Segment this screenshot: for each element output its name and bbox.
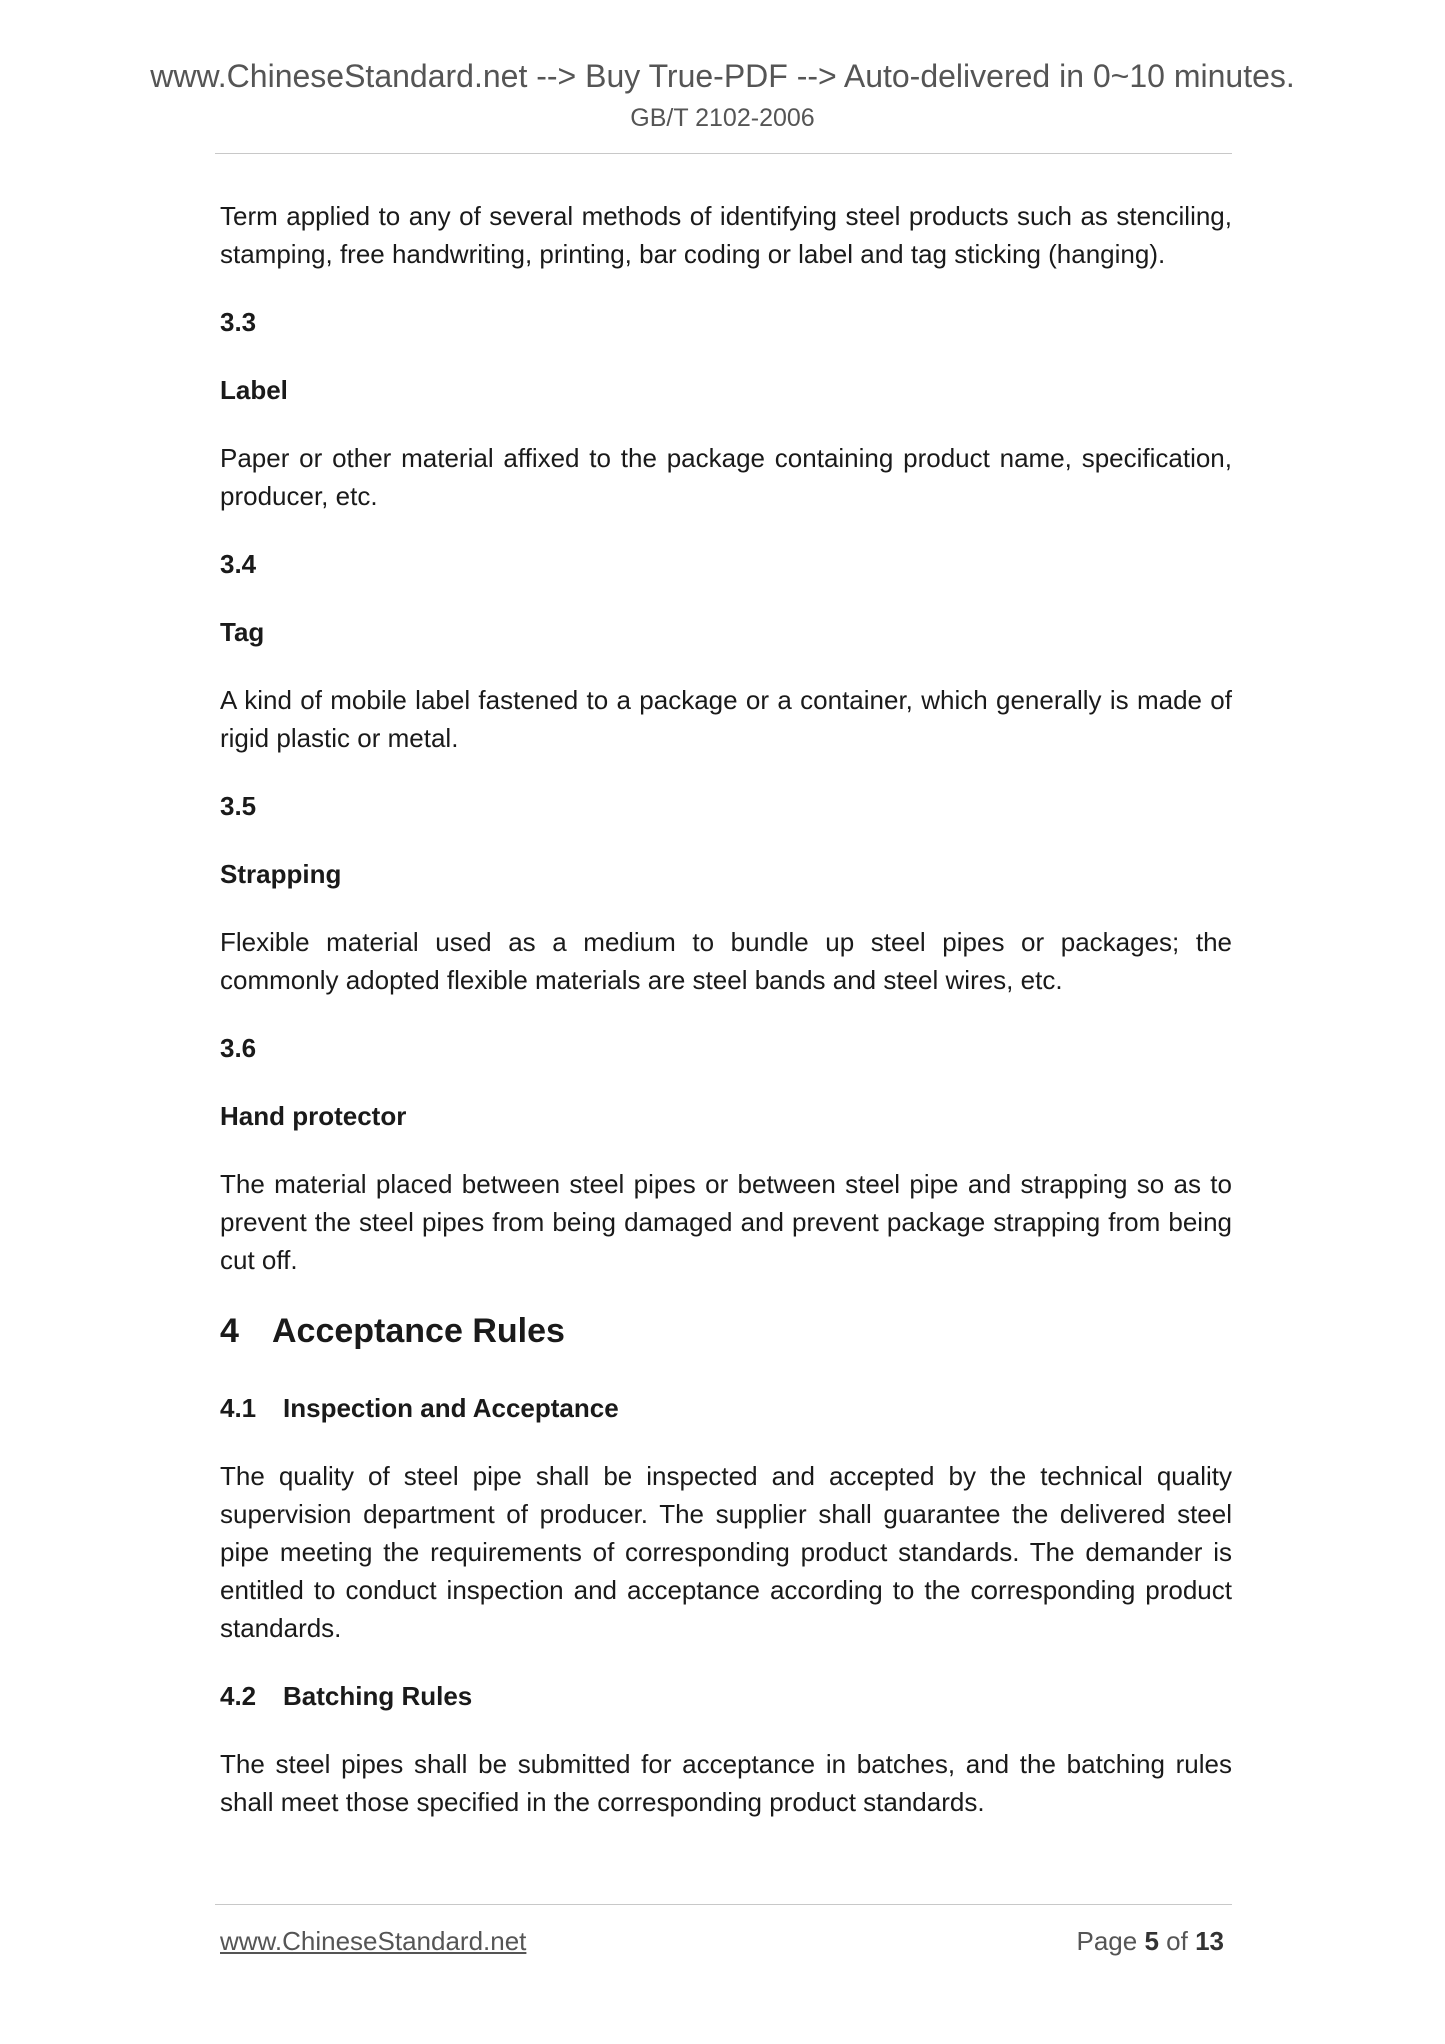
header-divider xyxy=(215,153,1232,154)
intro-paragraph: Term applied to any of several methods of identifying steel products such as stenciling, stamping, free handwriting, printing, bar coding or label and tag sticking (hanging). xyxy=(220,201,1232,269)
site-banner: www.ChineseStandard.net --> Buy True-PDF --> Auto-delivered in 0~10 minutes. xyxy=(150,58,1295,94)
standard-code: GB/T 2102-2006 xyxy=(630,104,815,132)
document-body xyxy=(220,197,1232,1851)
subsection-heading-4-2 xyxy=(220,1677,1232,1715)
definition-label: Paper or other material affixed to the package containing product name, specification, producer, etc. xyxy=(220,443,1232,511)
subsection-text-4-1: The quality of steel pipe shall be inspected and accepted by the technical quality supervision department of producer. The supplier shall guarantee the delivered steel pipe meeting the requirements of corresponding product standards. The demander is entitled to conduct inspection and acceptance according to the corresponding product standards. xyxy=(220,1461,1232,1643)
clause-number-3-3: 3.3 xyxy=(220,307,257,337)
definition-hand-protector: The material placed between steel pipes or between steel pipe and strapping so as to prevent the steel pipes from being damaged and prevent package strapping from being cut off. xyxy=(220,1169,1232,1275)
page-indicator xyxy=(1076,1924,1224,1958)
subsection-title: Batching Rules xyxy=(283,1681,473,1711)
footer-site-link[interactable]: www.ChineseStandard.net xyxy=(220,1926,527,1956)
definition-strapping: Flexible material used as a medium to bundle up steel pipes or packages; the commonly adopted flexible materials are steel bands and steel wires, etc. xyxy=(220,927,1232,995)
clause-number-3-6: 3.6 xyxy=(220,1033,257,1063)
page-word: Page xyxy=(1076,1926,1138,1956)
clause-number-3-5: 3.5 xyxy=(220,791,257,821)
footer-divider xyxy=(215,1904,1232,1905)
subsection-title: Inspection and Acceptance xyxy=(283,1393,619,1423)
section-number: 4 xyxy=(220,1312,239,1350)
clause-number-3-4: 3.4 xyxy=(220,549,257,579)
subsection-text-4-2: The steel pipes shall be submitted for acceptance in batches, and the batching rules shall meet those specified in the corresponding product standards. xyxy=(220,1749,1232,1817)
page-of: of xyxy=(1166,1926,1188,1956)
section-heading-4 xyxy=(220,1309,1232,1353)
definition-tag: A kind of mobile label fastened to a package or a container, which generally is made of rigid plastic or metal. xyxy=(220,685,1232,753)
section-title: Acceptance Rules xyxy=(272,1312,565,1350)
term-tag: Tag xyxy=(220,617,265,647)
page-current: 5 xyxy=(1144,1926,1159,1956)
subsection-number: 4.1 xyxy=(220,1393,257,1423)
term-label: Label xyxy=(220,375,288,405)
page-total: 13 xyxy=(1195,1926,1224,1956)
subsection-number: 4.2 xyxy=(220,1681,257,1711)
term-hand-protector: Hand protector xyxy=(220,1101,407,1131)
term-strapping: Strapping xyxy=(220,859,342,889)
subsection-heading-4-1 xyxy=(220,1389,1232,1427)
